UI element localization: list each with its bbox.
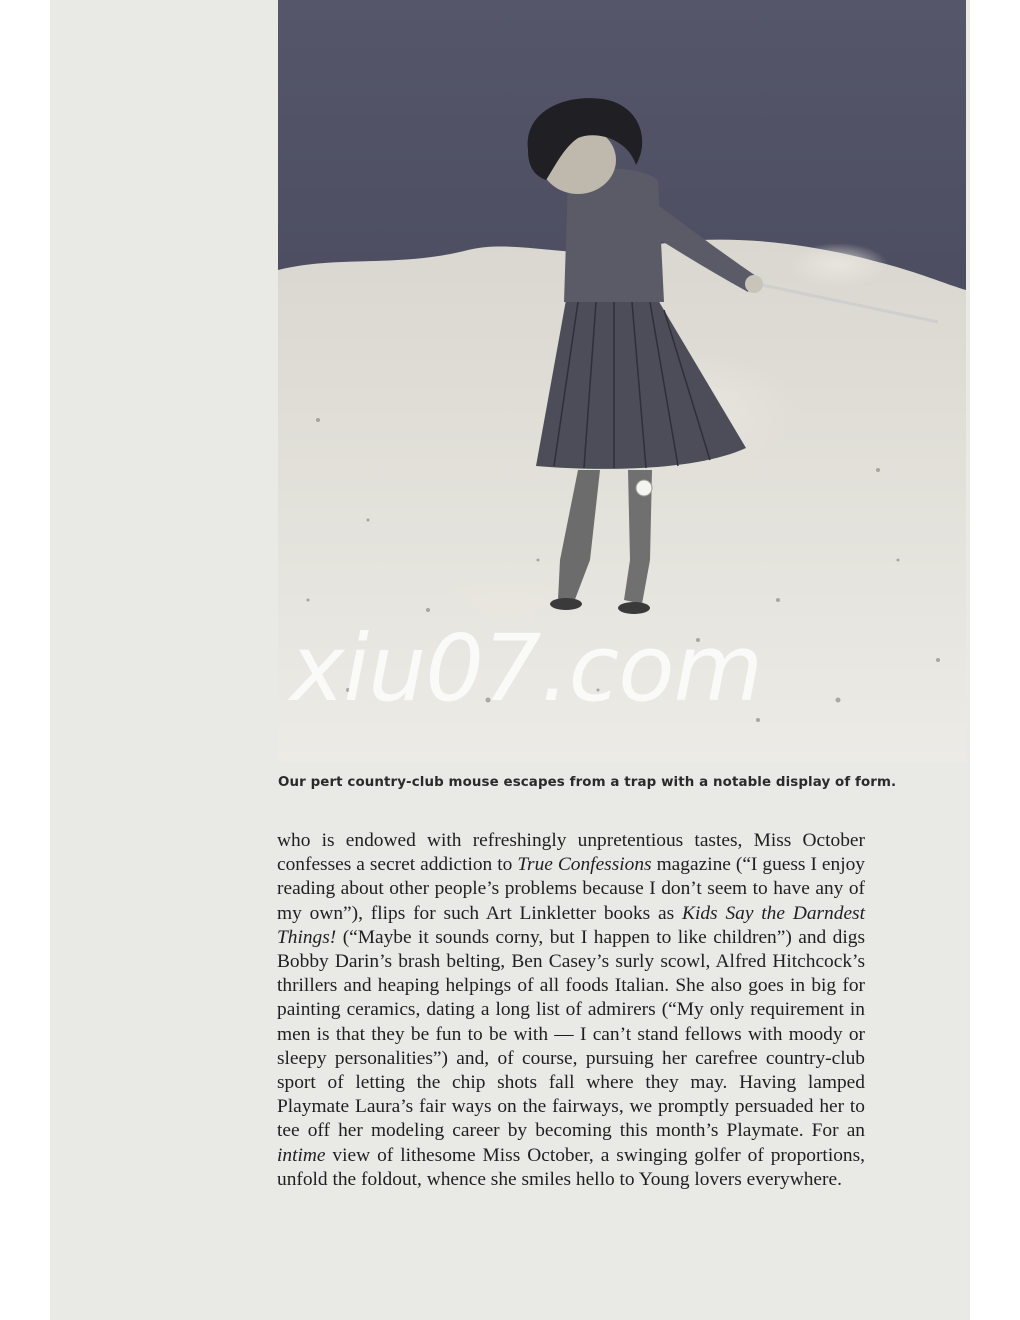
article-title-true-confessions: True Confessions	[517, 854, 652, 876]
watermark: xiu07.com	[290, 615, 763, 722]
article-segment: who is endowed with refreshingly unpretentious tastes, Miss October confesses a secret addiction to	[277, 830, 865, 876]
golf-ball	[636, 480, 652, 496]
article-segment: view of lithesome Miss October, a swinging golfer of proportions, unfold the foldout, whence she smiles hello to Young lovers everywhere.	[277, 1144, 865, 1190]
magazine-page	[50, 0, 970, 1320]
article-body	[277, 829, 865, 1192]
left-shoe	[550, 598, 582, 610]
hands	[745, 275, 763, 293]
photo-caption: Our pert country-club mouse escapes from a trap with a notable display of form.	[278, 775, 897, 790]
article-word-intime: intime	[277, 1144, 326, 1166]
article-segment: (“Maybe it sounds corny, but I happen to like children”) and digs Bobby Darin’s brash belting, Ben Casey’s surly scowl, Alfred Hitchcock’s thrillers and heaping helpings of all foods Italian. She also goes in big for painting ceramics, dating a long list of admirers (“My only requirement in men is that they be fun to be with — I can’t stand fellows with moody or sleepy personalities”) and, of course, pursuing her carefree country-club sport of letting the chip shots fall where they may. Having lamped Playmate Laura’s fair ways on the fairways, we promptly persuaded her to tee off her modeling career by becoming this month’s Playmate. For an	[277, 926, 865, 1142]
right-shoe	[618, 602, 650, 614]
article-title-kids-say: Kids Say the Darndest Things!	[277, 902, 865, 948]
sand-spray-upper	[788, 243, 888, 287]
article-segment: magazine (“I guess I enjoy reading about other people’s problems because I don’t seem to have any of my own”), flips for such Art Linkletter books as	[277, 854, 865, 924]
